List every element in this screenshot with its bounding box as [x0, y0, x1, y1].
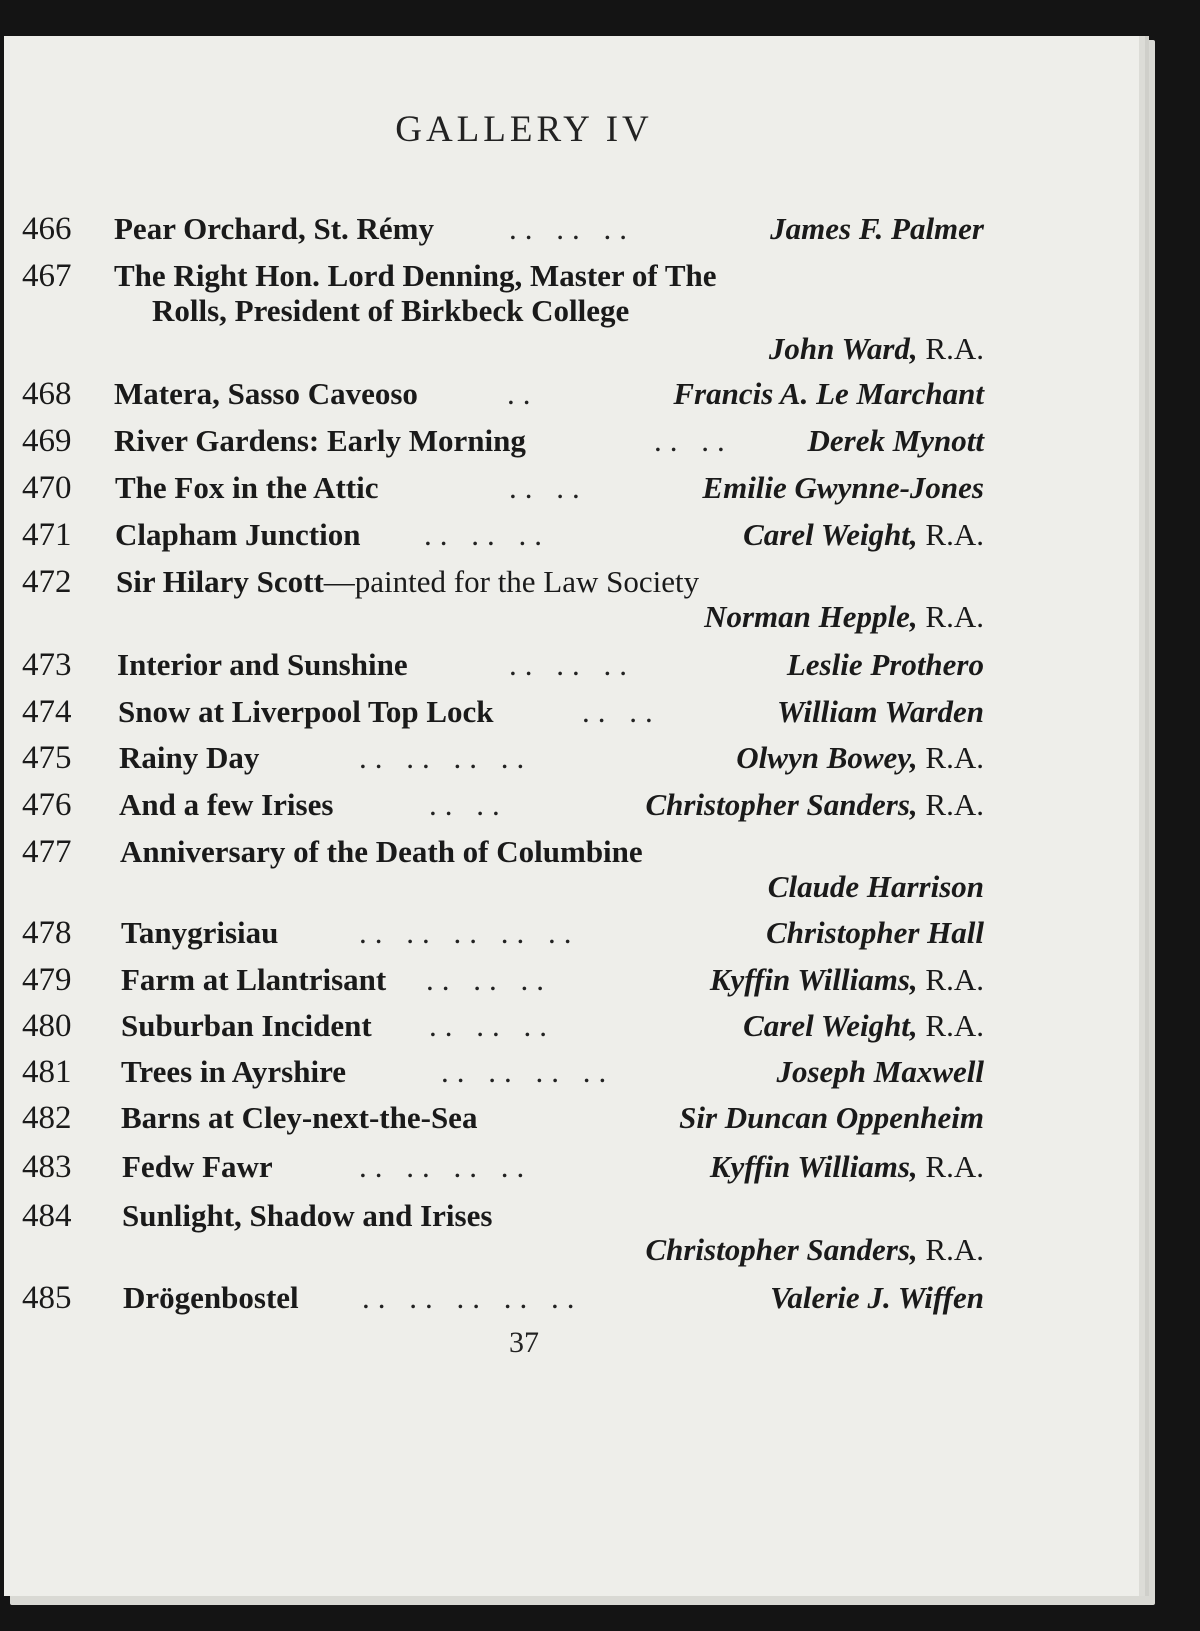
entry-artist [768, 869, 984, 905]
entry-title: Trees in Ayrshire [121, 1054, 347, 1089]
artist-name: John Ward, [768, 331, 918, 366]
entry-title [116, 564, 699, 600]
entry-number: 469 [22, 423, 72, 459]
artist-name: Kyffin Williams, [709, 1149, 918, 1184]
entry-title: Barns at Cley-next-the-Sea [121, 1100, 478, 1135]
entry-title: Sunlight, Shadow and Irises [122, 1198, 493, 1233]
entry-number: 468 [22, 376, 72, 412]
entry-title-note: —painted for the Law Society [323, 564, 700, 599]
entry-artist [743, 1008, 984, 1044]
entry-title: Rainy Day [119, 740, 260, 775]
catalogue-page [4, 36, 1139, 1596]
page-number: 37 [509, 1326, 539, 1359]
artist-name: Norman Hepple, [704, 599, 918, 634]
entry-artist [673, 376, 984, 412]
dot-leader: .. .. [509, 470, 588, 505]
dot-leader: .. .. .. [424, 517, 550, 552]
artist-name: Kyffin Williams, [709, 962, 918, 997]
entry-title: Fedw Fawr [122, 1149, 273, 1184]
entry-artist [704, 599, 984, 635]
artist-name: Francis A. Le Marchant [673, 376, 984, 411]
entry-title: Pear Orchard, St. Rémy [114, 211, 434, 246]
artist-suffix: R.A. [925, 740, 984, 775]
artist-name: James F. Palmer [770, 211, 984, 246]
entry-title: Tanygrisiau [121, 915, 279, 950]
artist-name: Derek Mynott [807, 423, 984, 458]
entry-number: 470 [22, 470, 72, 506]
artist-name: Sir Duncan Oppenheim [679, 1100, 984, 1135]
entry-number: 481 [22, 1054, 72, 1090]
dot-leader: .. .. .. [429, 1008, 555, 1043]
entry-artist [710, 1149, 984, 1185]
artist-name: Joseph Maxwell [776, 1054, 984, 1089]
entry-artist [679, 1100, 984, 1136]
entry-artist [710, 962, 984, 998]
entry-artist [743, 517, 984, 553]
entry-artist [777, 694, 984, 730]
entry-number: 479 [22, 962, 72, 998]
dot-leader: .. .. [582, 694, 661, 729]
entry-number: 474 [22, 694, 72, 730]
dot-leader: .. [507, 376, 539, 411]
artist-name: Olwyn Bowey, [736, 740, 918, 775]
entry-number: 476 [22, 787, 72, 823]
dot-leader: .. .. .. [426, 962, 552, 997]
artist-suffix: R.A. [925, 787, 984, 822]
entry-artist [736, 740, 984, 776]
entry-artist [766, 915, 984, 951]
artist-name: William Warden [777, 694, 984, 729]
entry-artist [807, 423, 984, 459]
entry-title: Anniversary of the Death of Columbine [120, 834, 643, 869]
dot-leader: .. .. [429, 787, 508, 822]
artist-suffix: R.A. [925, 1232, 984, 1267]
artist-suffix: R.A. [925, 517, 984, 552]
entry-artist [645, 1232, 984, 1268]
entry-title: River Gardens: Early Morning [114, 423, 526, 458]
entry-title: Interior and Sunshine [117, 647, 408, 682]
entry-artist [770, 211, 984, 247]
artist-name: Carel Weight, [743, 1008, 918, 1043]
artist-name: Carel Weight, [743, 517, 918, 552]
artist-name: Valerie J. Wiffen [770, 1280, 984, 1315]
dot-leader: .. .. .. .. [441, 1054, 615, 1089]
entry-title: The Right Hon. Lord Denning, Master of The [114, 258, 717, 293]
entry-title: Clapham Junction [115, 517, 361, 552]
entry-title: Drögenbostel [123, 1280, 299, 1315]
artist-suffix: R.A. [925, 599, 984, 634]
dot-leader: .. .. .. .. .. [362, 1280, 583, 1315]
artist-name: Emilie Gwynne-Jones [702, 470, 984, 505]
entry-artist [776, 1054, 984, 1090]
artist-name: Claude Harrison [767, 869, 984, 904]
entry-number: 466 [22, 211, 72, 247]
entry-number: 478 [22, 915, 72, 951]
entry-artist [787, 647, 984, 683]
entry-number: 484 [22, 1198, 72, 1234]
artist-name: Christopher Sanders, [645, 787, 918, 822]
entry-number: 483 [22, 1149, 72, 1185]
entry-title-continued: Rolls, President of Birkbeck College [152, 293, 630, 328]
artist-name: Leslie Prothero [786, 647, 984, 682]
entry-number: 482 [22, 1100, 72, 1136]
entry-title: Matera, Sasso Caveoso [114, 376, 418, 411]
dot-leader: .. .. .. .. [359, 740, 533, 775]
artist-suffix: R.A. [925, 1008, 984, 1043]
entry-number: 473 [22, 647, 72, 683]
entry-number: 485 [22, 1280, 72, 1316]
entry-title-main: Sir Hilary Scott [116, 564, 324, 599]
entry-artist [770, 1280, 984, 1316]
gallery-title: GALLERY IV [395, 109, 653, 150]
artist-suffix: R.A. [925, 1149, 984, 1184]
entry-title: Snow at Liverpool Top Lock [118, 694, 494, 729]
entry-number: 477 [22, 834, 72, 870]
entry-title: And a few Irises [119, 787, 334, 822]
entry-artist [702, 470, 984, 506]
artist-name: Christopher Hall [766, 915, 984, 950]
entry-number: 480 [22, 1008, 72, 1044]
artist-suffix: R.A. [925, 331, 984, 366]
entry-number: 471 [22, 517, 72, 553]
entry-artist [645, 787, 984, 823]
entry-number: 475 [22, 740, 72, 776]
entry-number: 467 [22, 258, 72, 294]
dot-leader: .. .. .. [509, 211, 635, 246]
entry-title: Farm at Llantrisant [121, 962, 387, 997]
entry-artist [769, 331, 984, 367]
entry-title: Suburban Incident [121, 1008, 372, 1043]
dot-leader: .. .. .. .. .. [359, 915, 580, 950]
artist-suffix: R.A. [925, 962, 984, 997]
entry-title: The Fox in the Attic [115, 470, 379, 505]
entry-number: 472 [22, 564, 72, 600]
dot-leader: .. .. .. .. [359, 1149, 533, 1184]
dot-leader: .. .. .. [509, 647, 635, 682]
dot-leader: .. .. [654, 423, 733, 458]
artist-name: Christopher Sanders, [645, 1232, 918, 1267]
